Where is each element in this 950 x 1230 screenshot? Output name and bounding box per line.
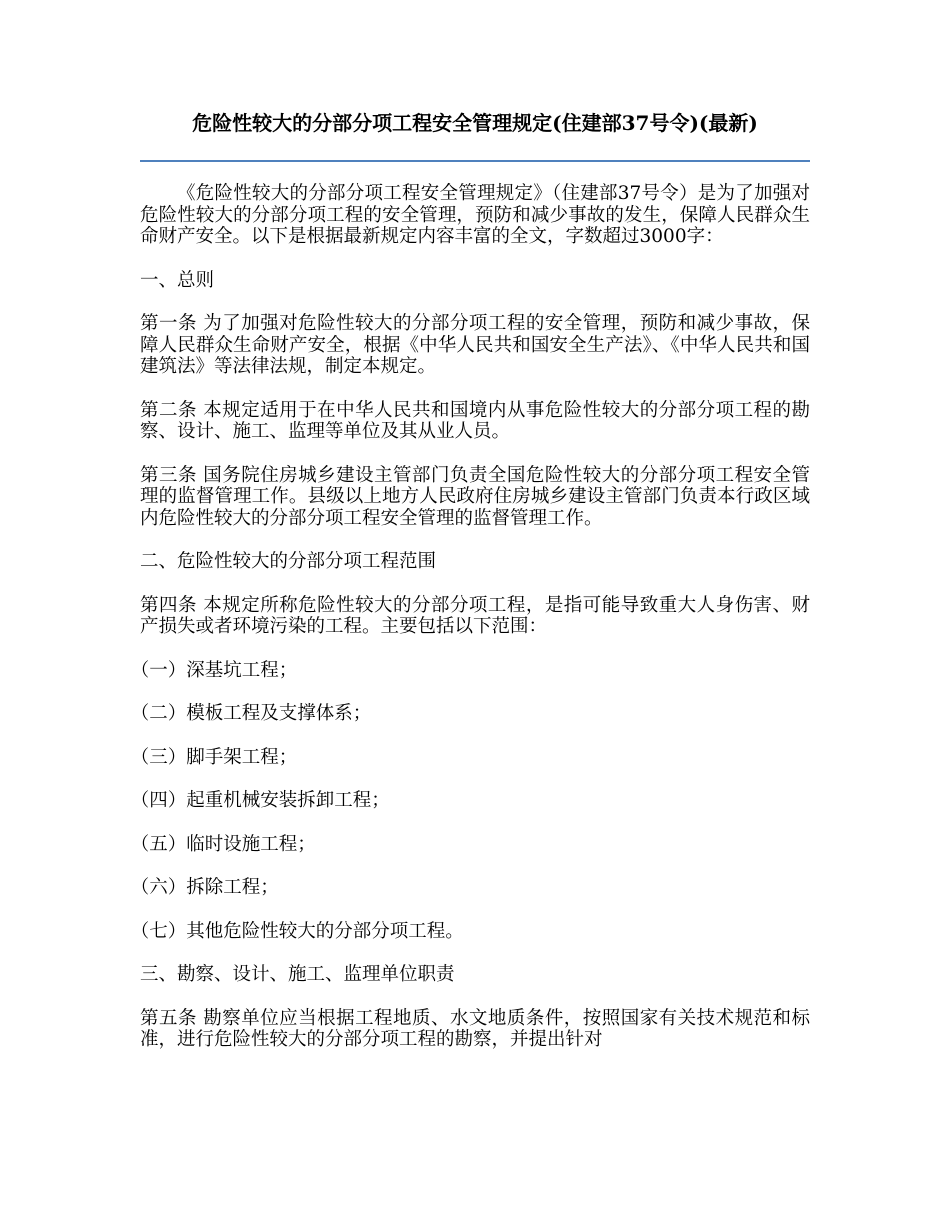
title-divider [140,160,810,162]
section-heading-1: 一、总则 [140,269,215,291]
list-item: （二）模板工程及支撑体系； [130,703,372,724]
article-5: 第五条 勘察单位应当根据工程地质、水文地质条件，按照国家有关技术规范和标准，进行危险性较大的分部分项工程的勘察，并提出针对 [140,1007,810,1050]
list-item: （四）起重机械安装拆卸工程； [130,790,390,811]
list-item: （七）其他危险性较大的分部分项工程。 [130,920,464,942]
article-3: 第三条 国务院住房城乡建设主管部门负责全国危险性较大的分部分项工程安全管理的监督管理工作。县级以上地方人民政府住房城乡建设主管部门负责本行政区域内危险性较大的分部分项工程安全管理的监督管理工作。 [140,464,810,529]
document-title: 危险性较大的分部分项工程安全管理规定(住建部37号令)(最新) [192,111,758,135]
article-2: 第二条 本规定适用于在中华人民共和国境内从事危险性较大的分部分项工程的勘察、设计、施工、监理等单位及其从业人员。 [140,399,810,442]
article-1: 第一条 为了加强对危险性较大的分部分项工程的安全管理，预防和减少事故，保障人民群众生命财产安全，根据《中华人民共和国安全生产法》、《中华人民共和国建筑法》等法律法规，制定本规定。 [140,313,810,377]
list-item: （一）深基坑工程； [130,659,298,681]
article-4: 第四条 本规定所称危险性较大的分部分项工程，是指可能导致重大人身伤害、财产损失或者环境污染的工程。主要包括以下范围： [140,594,810,637]
list-item: （五）临时设施工程； [130,833,316,855]
intro-paragraph: 《危险性较大的分部分项工程安全管理规定》（住建部37号令）是为了加强对危险性较大的分部分项工程的安全管理，预防和减少事故的发生，保障人民群众生命财产安全。以下是根据最新规定内容丰富的全文，字数超过3000字： [140,183,810,247]
list-item: （三）脚手架工程； [130,746,298,768]
list-item: （六）拆除工程； [130,877,279,898]
section-heading-3: 三、勘察、设计、施工、监理单位职责 [140,964,455,985]
section-heading-2: 二、危险性较大的分部分项工程范围 [140,551,437,572]
document-body [130,183,810,1073]
